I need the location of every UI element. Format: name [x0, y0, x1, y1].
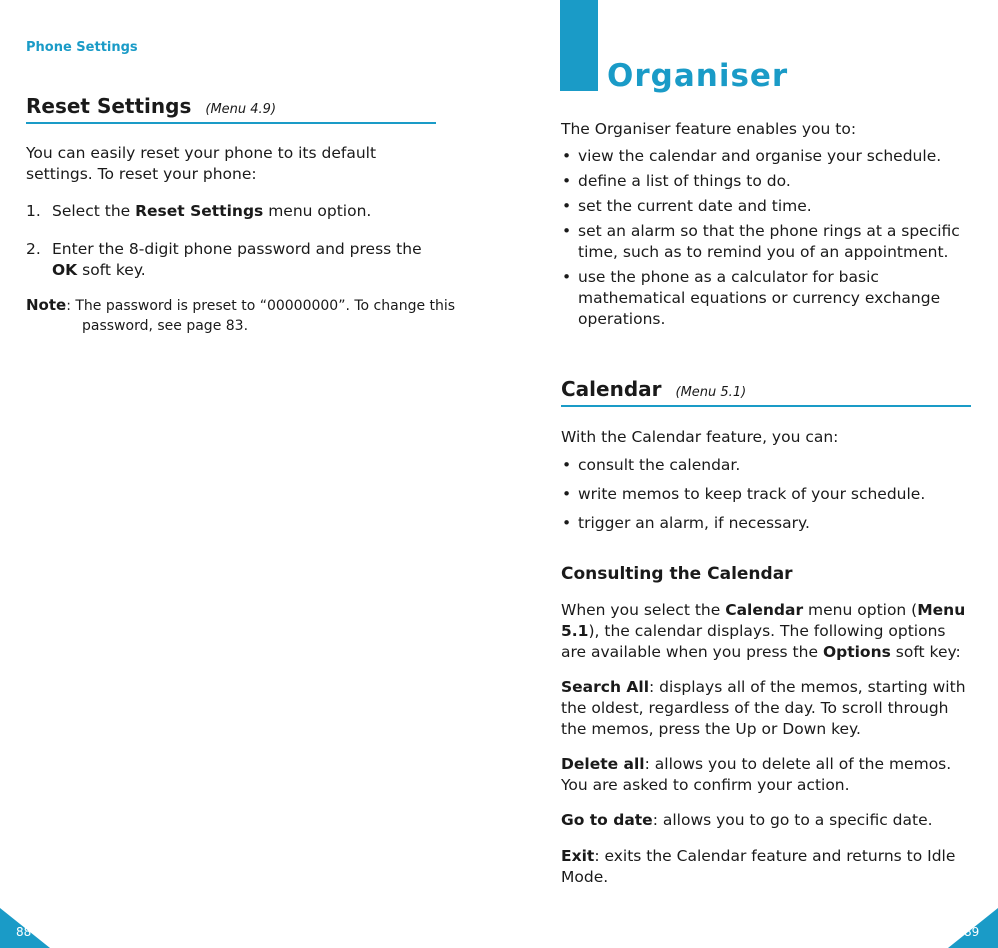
note	[26, 295, 462, 336]
option-desc: : displays all of the memos, starting with the oldest, regardless of the day. To scroll through the memos, press the Up or Down key.	[561, 678, 966, 738]
list-item: • trigger an alarm, if necessary.	[561, 513, 973, 534]
option-desc: : allows you to go to a specific date.	[652, 811, 933, 829]
option-desc: : allows you to delete all of the memos. You are asked to confirm your action.	[561, 755, 952, 794]
step-item	[26, 239, 436, 281]
option-exit	[561, 846, 973, 888]
para-text: soft key:	[890, 643, 961, 661]
note-text: : The password is preset to “00000000”. To change this password, see page 83.	[66, 298, 456, 334]
option-search-all	[561, 677, 973, 740]
para-bold: Options	[822, 643, 891, 661]
section-title-text: Reset Settings	[26, 94, 192, 118]
calendar-intro: With the Calendar feature, you can:	[561, 428, 839, 446]
organiser-intro: The Organiser feature enables you to:	[561, 120, 857, 138]
list-item: • consult the calendar.	[561, 455, 973, 476]
option-term: Search All	[561, 678, 650, 696]
list-item: • write memos to keep track of your schedule.	[561, 484, 973, 505]
para-text: ), the calendar displays. The following options are available when you press the	[561, 622, 946, 661]
step-text: menu option.	[263, 202, 372, 220]
step-number: 1.	[26, 202, 41, 220]
organiser-features-list	[561, 146, 973, 330]
reset-steps	[26, 201, 436, 281]
page-number-right: 89	[964, 925, 980, 939]
option-term: Exit	[561, 847, 595, 865]
note-label: Note	[26, 296, 67, 314]
section-title-reset-settings	[26, 94, 276, 118]
section-rule	[561, 405, 971, 407]
chapter-tab-block	[560, 0, 598, 91]
section-menu-ref: (Menu 5.1)	[675, 385, 747, 400]
option-term: Delete all	[561, 755, 645, 773]
step-item	[26, 201, 436, 222]
option-go-to-date	[561, 810, 973, 831]
step-bold-text: OK	[52, 261, 78, 279]
subheading-consulting: Consulting the Calendar	[561, 564, 793, 584]
section-menu-ref: (Menu 4.9)	[205, 102, 277, 117]
list-item: • set an alarm so that the phone rings at a specific time, such as to remind you of an appointment.	[561, 221, 973, 263]
para-bold: Menu 5.1	[561, 601, 966, 640]
step-number: 2.	[26, 240, 41, 258]
reset-intro: You can easily reset your phone to its default settings. To reset your phone:	[26, 144, 377, 183]
list-item: • define a list of things to do.	[561, 171, 973, 192]
option-term: Go to date	[561, 811, 653, 829]
running-header: Phone Settings	[26, 40, 138, 55]
option-desc: : exits the Calendar feature and returns to Idle Mode.	[561, 847, 956, 886]
para-text: menu option (	[803, 601, 918, 619]
calendar-features-list	[561, 455, 973, 534]
consulting-paragraph	[561, 600, 973, 663]
step-text: soft key.	[77, 261, 146, 279]
para-text: When you select the	[561, 601, 726, 619]
section-title-calendar	[561, 377, 746, 401]
list-item: • view the calendar and organise your schedule.	[561, 146, 973, 167]
para-bold: Calendar	[725, 601, 804, 619]
step-text: Select the	[52, 202, 136, 220]
step-text: Enter the 8-digit phone password and press the	[52, 240, 422, 258]
option-delete-all	[561, 754, 973, 796]
step-bold-text: Reset Settings	[135, 202, 264, 220]
chapter-title: Organiser	[607, 58, 789, 94]
list-item: • use the phone as a calculator for basic mathematical equations or currency exchange operations.	[561, 267, 973, 330]
section-rule	[26, 122, 436, 124]
page-number-left: 88	[16, 925, 32, 939]
section-title-text: Calendar	[561, 377, 662, 401]
list-item: • set the current date and time.	[561, 196, 973, 217]
